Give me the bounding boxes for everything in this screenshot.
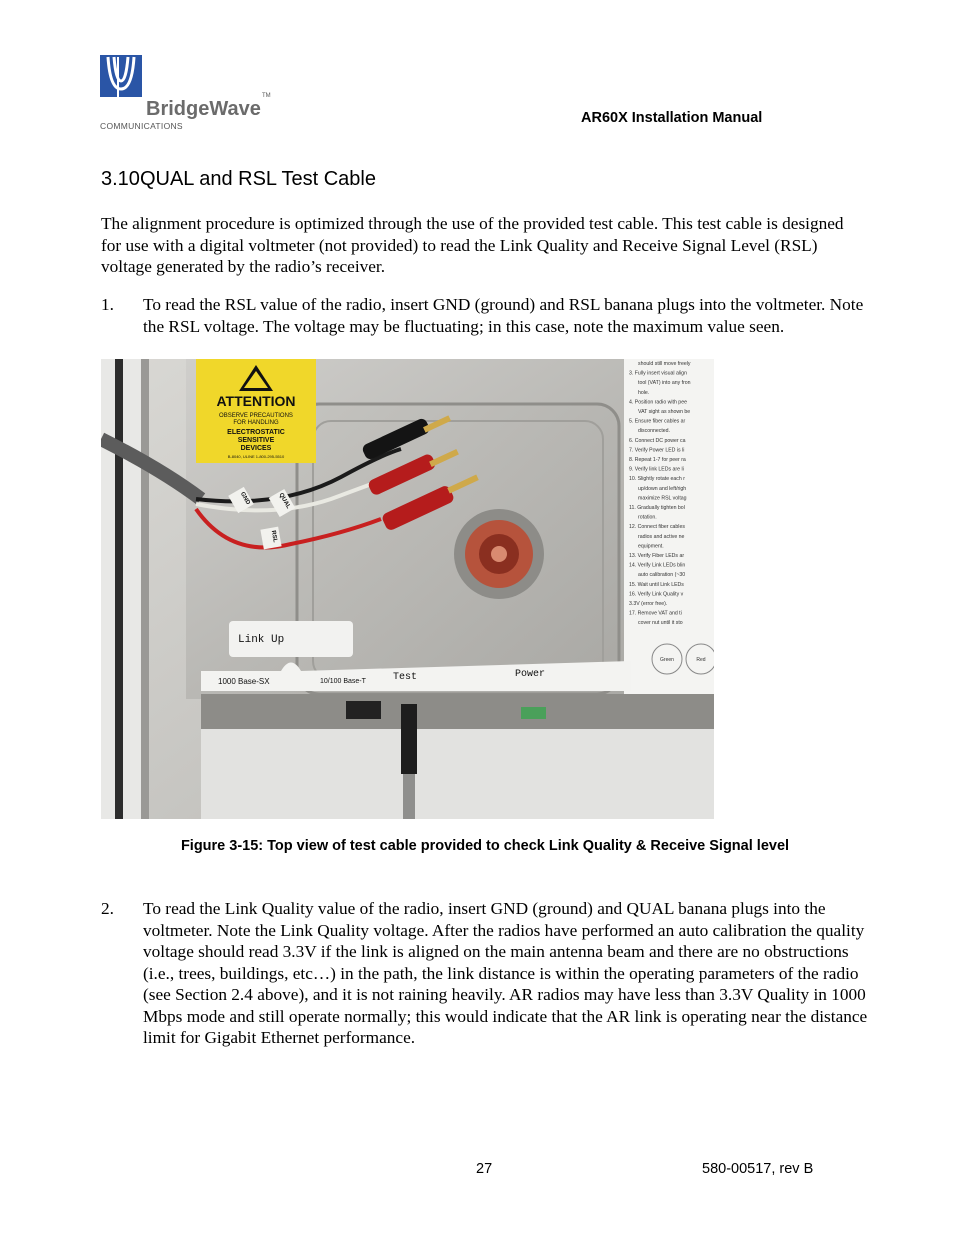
figure-photo (101, 359, 714, 819)
sticker-step-text: maximize RSL voltag (638, 495, 687, 502)
sticker-step-text: rotation. (638, 514, 657, 521)
sticker-step-text: should still move freely (638, 361, 691, 367)
sticker-step-text: 6. Connect DC power ca (629, 437, 686, 444)
sticker-step-text: 5. Ensure fiber cables ar (629, 418, 686, 425)
bridgewave-logo (100, 55, 275, 135)
port-label: Test (393, 672, 418, 683)
sticker-step-text: 12. Connect fiber cables (629, 524, 685, 531)
page-number: 27 (476, 1161, 493, 1177)
sticker-step-text: up/down and left/righ (638, 485, 687, 492)
sticker-step-text: disconnected. (638, 428, 671, 435)
figure-caption-text: Figure 3-15: Top view of test cable provided to check Link Quality & Receive Signal level (180, 838, 790, 854)
led-label: Red (696, 657, 706, 663)
warning-line: DEVICES (240, 445, 272, 452)
sticker-step-text: 9. Verify link LEDs are li (629, 466, 684, 473)
section-heading (101, 168, 376, 191)
intro-paragraph: The alignment procedure is optimized through the use of the provided test cable. This test cable is designed for use with a digital voltmeter (not provided) to read the Link Quality and Receive Signal Level (RSL) voltage generated by the radio’s receiver. (101, 214, 844, 276)
warning-line: OBSERVE PRECAUTIONS (219, 413, 293, 419)
warning-line: ELECTROSTATIC (227, 429, 285, 436)
cable-tag: GND (238, 491, 251, 506)
sticker-step-text: tool (VAT) into any fron (638, 380, 691, 387)
sticker-step-text: VAT sight as shown be (638, 409, 691, 415)
port-label: Power (515, 669, 546, 680)
section-title: QUAL and RSL Test Cable (139, 168, 376, 190)
sticker-step-text: 8. Repeat 1-7 for peer ra (629, 457, 686, 463)
port-label: 1000 Base-SX (218, 677, 270, 686)
sticker-step-text: 16. Verify Link Quality v (629, 591, 684, 598)
logo-subtitle: COMMUNICATIONS (100, 121, 183, 131)
sticker-step-text: 11. Gradually tighten bol (629, 505, 685, 511)
manual-title: AR60X Installation Manual (581, 110, 763, 126)
bridgewave-logo-mark (100, 55, 275, 135)
sticker-step-text: equipment. (638, 543, 664, 550)
sticker-step-text: cover nut until it sto (638, 620, 683, 627)
cable-tag: QUAL (277, 492, 292, 510)
warning-line: SENSITIVE (237, 437, 275, 444)
sticker-step-text: 4. Position radio with pee (629, 399, 687, 406)
figure-caption (0, 838, 954, 854)
warning-line: FOR HANDLING (233, 420, 279, 426)
led-label: Green (660, 657, 674, 663)
link-up-label: Link Up (238, 634, 285, 646)
sticker-step-text: 3.3V (error free). (629, 601, 668, 607)
warning-line: B-8040, ULINE 1-800-295-5510 (227, 454, 285, 459)
sticker-step-text: 14. Verify Link LEDs blin (629, 562, 686, 569)
step-number: 2. (101, 899, 114, 918)
sticker-step-text: hole. (638, 389, 650, 396)
test-cable-photo (101, 359, 714, 819)
sticker-step-text: 13. Verify Fiber LEDs ar (629, 553, 685, 559)
step-text: To read the Link Quality value of the radio, insert GND (ground) and QUAL banana plugs into the voltmeter. Note the Link Quality voltage. After the radios have performed an auto calibration the quality voltage should read 3.3V if the link is aligned on the main antenna beam and there are no obstructions (i.e., trees, buildings, etc…) in the path, the link distance is within the operating parameters of the radio (see Section 2.4 above), and it is not raining heavily. AR radios may have less than 3.3V Quality in 1000 Mbps mode and still operate normally; this would indicate that the AR link is operating near the distance limit for Gigabit Ethernet performance. (143, 899, 868, 1047)
sticker-step-text: 17. Remove VAT and ti (629, 610, 682, 617)
port-label: 10/100 Base-T (320, 678, 366, 685)
sticker-step-text: 10. Slightly rotate each r (629, 476, 685, 483)
step-number: 1. (101, 295, 114, 314)
sticker-step-text: 15. Wait until Link LEDs (629, 581, 684, 588)
logo-wordmark: BridgeWave (146, 98, 261, 120)
warning-title: ATTENTION (216, 393, 296, 409)
logo-trademark: TM (262, 93, 271, 99)
step-text: To read the RSL value of the radio, insert GND (ground) and RSL banana plugs into the voltmeter. Note the RSL voltage. The voltage may be fluctuating; in this case, note the maximum value seen. (143, 295, 864, 336)
section-number: 3.10 (101, 168, 140, 190)
cable-tag: RSL (269, 530, 278, 543)
sticker-step-text: 3. Fully insert visual align (629, 370, 687, 377)
document-revision: 580-00517, rev B (702, 1161, 814, 1177)
sticker-step-text: auto calibration (~30 (638, 572, 686, 579)
sticker-step-text: radios and active ne (638, 533, 685, 540)
sticker-step-text: 7. Verify Power LED is li (629, 447, 685, 454)
